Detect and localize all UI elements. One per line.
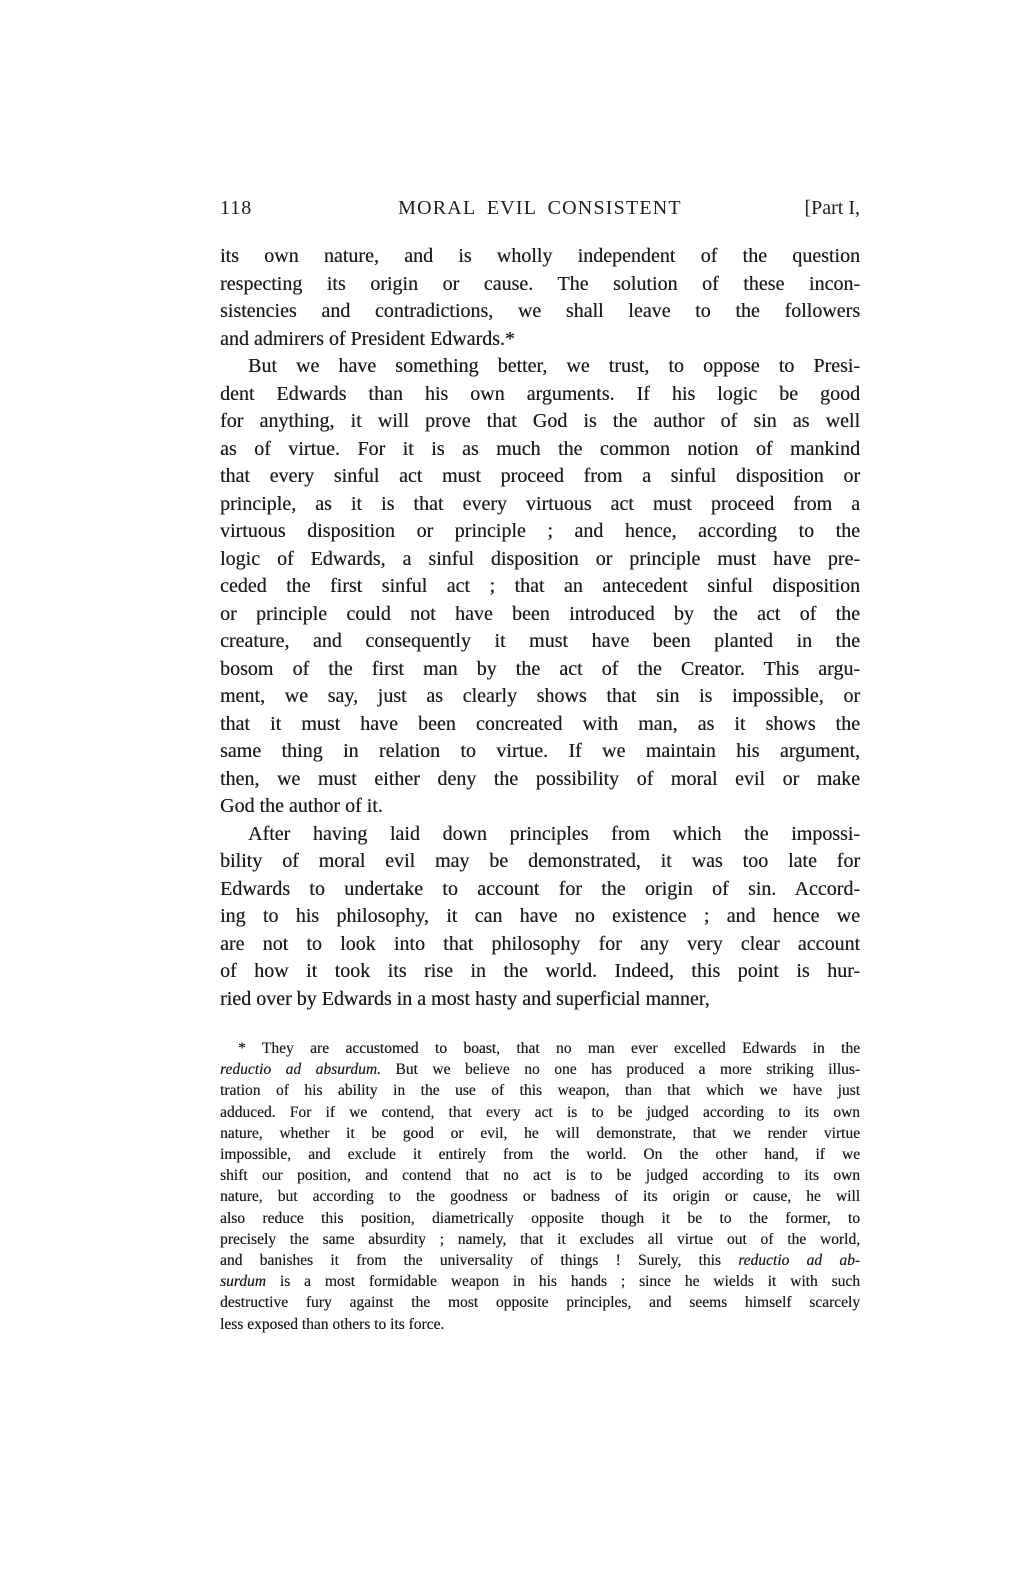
text-line: less exposed than others to its force. [220, 1315, 445, 1333]
text-line: nature, but according to the goodness or badness of its origin or cause, he will [220, 1188, 860, 1206]
text-line: tration of his ability in the use of this weapon, than that which we have just [220, 1082, 860, 1100]
text-line: for anything, it will prove that God is the author of sin as well [220, 410, 860, 432]
text-line: After having laid down principles from which the impossi- [248, 822, 860, 845]
text-line: and admirers of President Edwards.* [220, 327, 515, 350]
text-line: Edwards to undertake to account for the origin of sin. Accord- [220, 877, 860, 900]
text-line: shift our position, and contend that no act is to be judged according to its own [220, 1167, 860, 1185]
text-line: as of virtue. For it is as much the common notion of mankind [220, 437, 860, 460]
text-line: * They are accustomed to boast, that no man ever excelled Edwards in the [238, 1040, 860, 1057]
text-line: ceded the first sinful act ; that an antecedent sinful disposition [220, 575, 860, 597]
text-line: are not to look into that philosophy for any very clear account [220, 932, 860, 955]
text-line: of how it took its rise in the world. Indeed, this point is hur- [220, 960, 860, 982]
text-line: surdum is a most formidable weapon in his hands ; since he wields it with such [220, 1273, 860, 1291]
running-header [220, 197, 860, 220]
text-line: that it must have been concreated with man, as it shows the [220, 712, 860, 735]
paragraph [220, 353, 860, 821]
text-line: dent Edwards than his own arguments. If his logic be good [220, 382, 860, 405]
text-line: its own nature, and is wholly independent of the question [220, 245, 860, 267]
text-line: destructive fury against the most opposite principles, and seems himself scarcely [220, 1294, 860, 1312]
page-number: 118 [220, 197, 253, 219]
text-line: or principle could not have been introduced by the act of the [220, 602, 860, 625]
text-line: logic of Edwards, a sinful disposition or principle must have pre- [220, 547, 860, 570]
text-line: ing to his philosophy, it can have no existence ; and hence we [220, 905, 860, 927]
text-line: bility of moral evil may be demonstrated, it was too late for [220, 850, 860, 872]
text-line: then, we must either deny the possibility of moral evil or make [220, 767, 860, 790]
text-line: reductio ad absurdum. But we believe no one has produced a more striking illus- [220, 1061, 860, 1079]
running-title: MORAL EVIL CONSISTENT [398, 197, 682, 219]
text-line: respecting its origin or cause. The solution of these incon- [220, 272, 860, 295]
part-label: [Part I, [804, 197, 860, 219]
text-line: ried over by Edwards in a most hasty and superficial manner, [220, 987, 710, 1010]
text-line: creature, and consequently it must have been planted in the [220, 630, 860, 652]
text-line: But we have something better, we trust, to oppose to Presi- [248, 355, 860, 377]
body-text [220, 243, 860, 1013]
text-line: bosom of the first man by the act of the Creator. This argu- [220, 657, 860, 680]
paragraph [220, 821, 860, 1014]
text-line: that every sinful act must proceed from a sinful disposition or [220, 465, 860, 487]
text-line: principle, as it is that every virtuous act must proceed from a [220, 492, 860, 515]
text-line: adduced. For if we contend, that every act is to be judged according to its own [220, 1103, 860, 1121]
text-line: virtuous disposition or principle ; and hence, according to the [220, 520, 860, 542]
text-line: impossible, and exclude it entirely from the world. On the other hand, if we [220, 1146, 860, 1164]
text-line: same thing in relation to virtue. If we maintain his argument, [220, 740, 860, 762]
text-line: ment, we say, just as clearly shows that sin is impossible, or [220, 685, 860, 707]
text-line: nature, whether it be good or evil, he will demonstrate, that we render virtue [220, 1124, 860, 1142]
footnote [220, 1038, 860, 1335]
text-line: God the author of it. [220, 795, 383, 817]
paragraph [220, 243, 860, 353]
text-line: precisely the same absurdity ; namely, that it excludes all virtue out of the world, [220, 1230, 860, 1248]
text-line: also reduce this position, diametrically opposite though it be to the former, to [220, 1209, 860, 1227]
text-line: and banishes it from the universality of things ! Surely, this reductio ad ab- [220, 1252, 860, 1270]
text-line: sistencies and contradictions, we shall leave to the followers [220, 300, 860, 322]
